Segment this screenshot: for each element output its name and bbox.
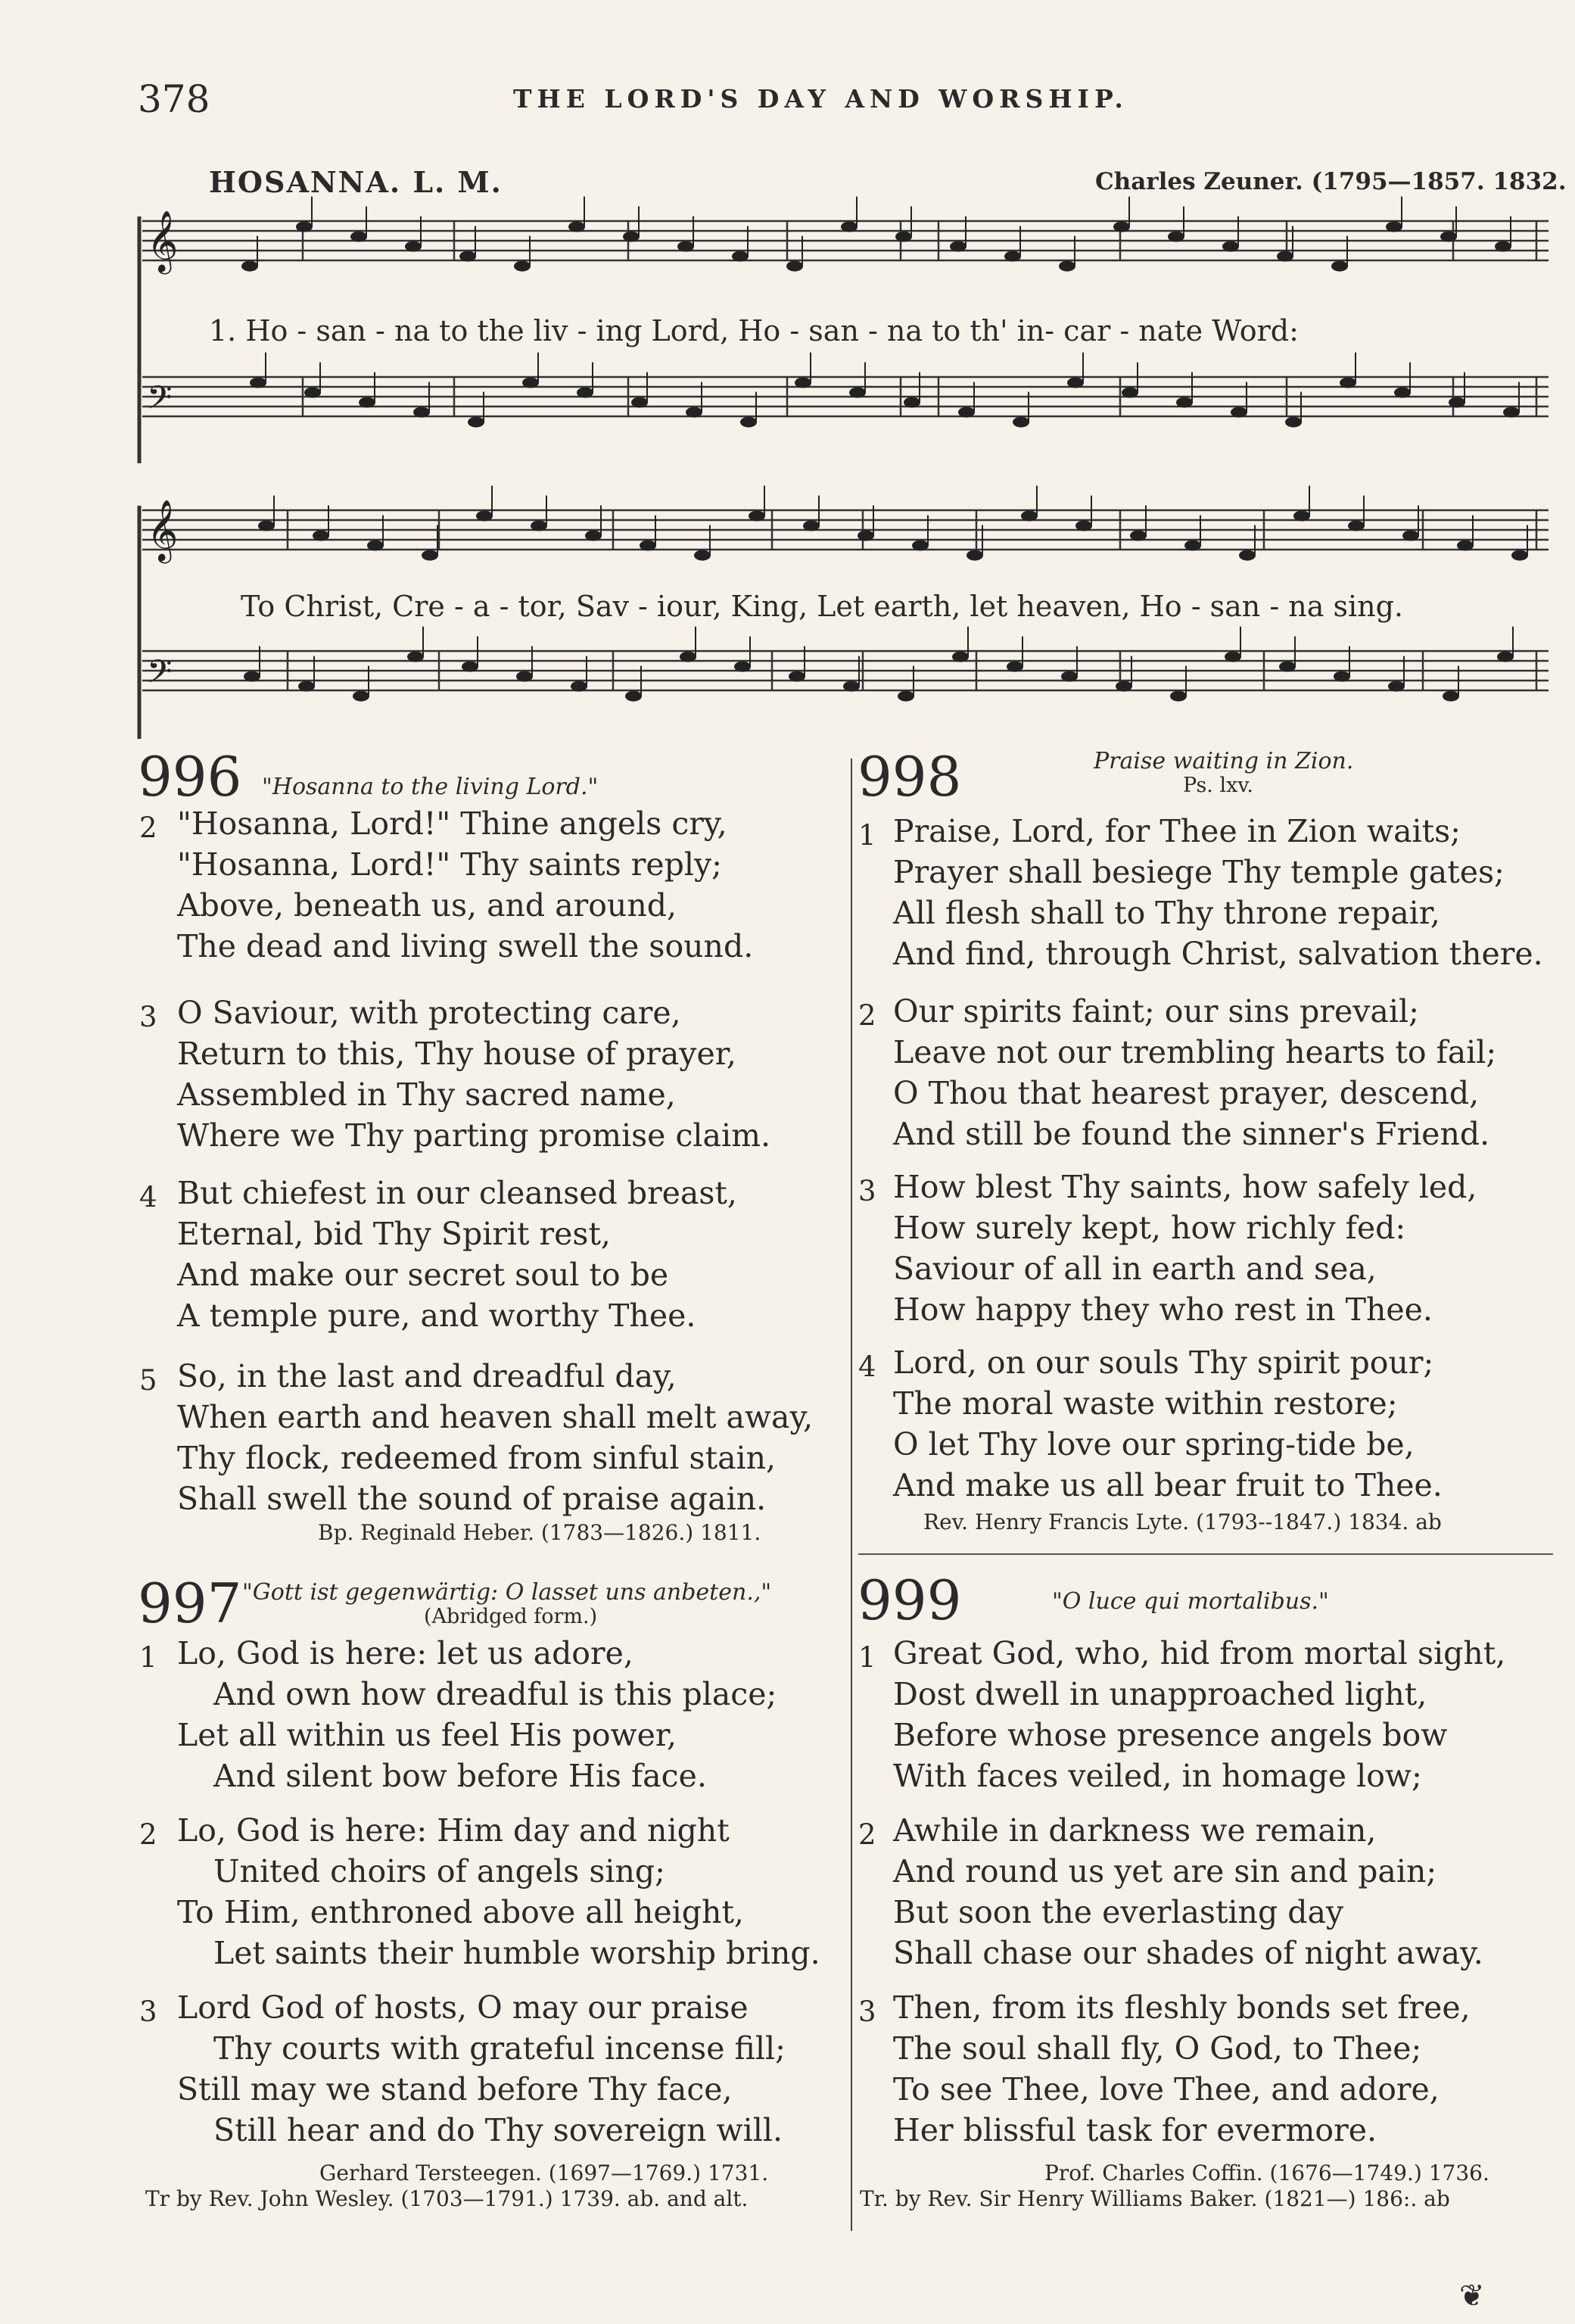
verse-line: To Him, enthroned above all height, bbox=[177, 1894, 744, 1930]
verse-line: Prayer shall besiege Thy temple gates; bbox=[893, 854, 1505, 890]
hymn-subtitle: (Abridged form.) bbox=[424, 1605, 598, 1628]
verse-number: 2 bbox=[858, 1818, 876, 1851]
hymn-attribution: Rev. Henry Francis Lyte. (1793--1847.) 1834. ab bbox=[923, 1509, 1442, 1534]
verse-number: 2 bbox=[139, 1818, 157, 1851]
verse-line: And find, through Christ, salvation there. bbox=[893, 936, 1543, 972]
verse-line: Shall chase our shades of night away. bbox=[893, 1935, 1483, 1971]
verse-line: O Thou that hearest prayer, descend, bbox=[893, 1075, 1480, 1111]
verse-number: 4 bbox=[858, 1350, 876, 1383]
verse-line: Return to this, Thy house of prayer, bbox=[177, 1036, 736, 1072]
verse-line: O Saviour, with protecting care, bbox=[177, 995, 681, 1031]
verse-line: With faces veiled, in homage low; bbox=[893, 1758, 1422, 1794]
hymn-title: "O luce qui mortalibus." bbox=[1052, 1588, 1329, 1615]
verse-line: How surely kept, how richly fed: bbox=[893, 1210, 1406, 1246]
tune-composer: Charles Zeuner. (1795—1857. 1832. bbox=[1095, 168, 1567, 195]
verse-number: 2 bbox=[139, 812, 157, 844]
verse-line: And make us all bear fruit to Thee. bbox=[893, 1467, 1443, 1503]
hymn-attribution: Bp. Reginald Heber. (1783—1826.) 1811. bbox=[318, 1520, 761, 1545]
verse-line: Lo, God is here: let us adore, bbox=[177, 1635, 633, 1671]
section-divider bbox=[858, 1553, 1553, 1555]
verse-line: How happy they who rest in Thee. bbox=[893, 1291, 1433, 1328]
verse-line: O let Thy love our spring-tide be, bbox=[893, 1426, 1415, 1463]
verse-line: Still may we stand before Thy face, bbox=[177, 2071, 733, 2107]
verse-line: Lord God of hosts, O may our praise bbox=[177, 1989, 749, 2026]
verse-number: 3 bbox=[139, 1995, 157, 2028]
verse-number: 5 bbox=[139, 1364, 157, 1397]
verse-line: To see Thee, love Thee, and adore, bbox=[893, 2071, 1440, 2107]
svg-text:𝄞: 𝄞 bbox=[147, 210, 179, 272]
hymn-attribution: Gerhard Tersteegen. (1697—1769.) 1731. bbox=[319, 2160, 769, 2185]
verse-line: Above, beneath us, and around, bbox=[177, 887, 677, 924]
lyrics-line-1: 1. Ho - san - na to the liv - ing Lord, Ho - san - na to th' in- car - nate Word: bbox=[209, 314, 1299, 347]
verse-number: 1 bbox=[858, 819, 876, 852]
lyrics-line-2: To Christ, Cre - a - tor, Sav - iour, King, Let earth, let heaven, Ho - san - na sing. bbox=[241, 590, 1403, 623]
music-notation bbox=[0, 0, 1575, 757]
page-number: 378 bbox=[138, 77, 210, 121]
verse-line: Before whose presence angels bow bbox=[893, 1717, 1448, 1753]
verse-number: 3 bbox=[858, 1995, 876, 2028]
hymn-attribution: Tr. by Rev. Sir Henry Williams Baker. (1821—) 186:. ab bbox=[860, 2186, 1450, 2211]
verse-line: Thy flock, redeemed from sinful stain, bbox=[177, 1440, 777, 1476]
verse-line: Lord, on our souls Thy spirit pour; bbox=[893, 1344, 1434, 1381]
verse-line: Awhile in darkness we remain, bbox=[893, 1812, 1377, 1849]
ornament-icon: ❦ bbox=[1459, 2279, 1485, 2313]
verse-line: Shall swell the sound of praise again. bbox=[177, 1481, 767, 1517]
verse-number: 2 bbox=[858, 999, 876, 1032]
verse-line: "Hosanna, Lord!" Thine angels cry, bbox=[177, 805, 727, 842]
running-head: THE LORD'S DAY AND WORSHIP. bbox=[513, 84, 1128, 114]
verse-line: Saviour of all in earth and sea, bbox=[893, 1251, 1377, 1287]
hymn-number-997: 997 bbox=[138, 1572, 242, 1635]
tune-name: HOSANNA. L. M. bbox=[209, 165, 503, 199]
verse-line: And make our secret soul to be bbox=[177, 1257, 669, 1293]
verse-line: And silent bow before His face. bbox=[213, 1758, 707, 1794]
verse-line: Where we Thy parting promise claim. bbox=[177, 1117, 771, 1154]
hymn-attribution: Tr by Rev. John Wesley. (1703—1791.) 1739. ab. and alt. bbox=[145, 2186, 749, 2211]
verse-line: So, in the last and dreadful day, bbox=[177, 1358, 677, 1394]
hymn-number-998: 998 bbox=[858, 745, 962, 808]
verse-line: Dost dwell in unapproached light, bbox=[893, 1676, 1427, 1712]
verse-line: The dead and living swell the sound. bbox=[177, 928, 754, 964]
verse-line: And still be found the sinner's Friend. bbox=[893, 1116, 1490, 1152]
verse-number: 1 bbox=[858, 1641, 876, 1674]
verse-line: Let all within us feel His power, bbox=[177, 1717, 677, 1753]
verse-line: Praise, Lord, for Thee in Zion waits; bbox=[893, 813, 1461, 849]
hymn-attribution: Prof. Charles Coffin. (1676—1749.) 1736. bbox=[1044, 2160, 1489, 2185]
verse-line: Lo, God is here: Him day and night bbox=[177, 1812, 730, 1849]
verse-line: Her blissful task for evermore. bbox=[893, 2112, 1377, 2148]
verse-line: "Hosanna, Lord!" Thy saints reply; bbox=[177, 846, 722, 883]
verse-number: 3 bbox=[858, 1175, 876, 1207]
hymn-title: Praise waiting in Zion. bbox=[1094, 748, 1354, 774]
svg-text:𝄞: 𝄞 bbox=[147, 499, 179, 561]
verse-line: Great God, who, hid from mortal sight, bbox=[893, 1635, 1506, 1671]
verse-line: The soul shall fly, O God, to Thee; bbox=[893, 2030, 1422, 2067]
verse-line: Thy courts with grateful incense fill; bbox=[213, 2030, 786, 2067]
verse-line: When earth and heaven shall melt away, bbox=[177, 1399, 814, 1435]
svg-text:𝄢: 𝄢 bbox=[147, 379, 173, 425]
hymn-subtitle: Ps. lxv. bbox=[1183, 774, 1253, 797]
verse-number: 1 bbox=[139, 1641, 157, 1674]
hymn-number-999: 999 bbox=[858, 1569, 962, 1632]
verse-line: Assembled in Thy sacred name, bbox=[177, 1076, 676, 1113]
verse-line: Let saints their humble worship bring. bbox=[213, 1935, 820, 1971]
verse-line: Leave not our trembling hearts to fail; bbox=[893, 1034, 1497, 1070]
verse-line: Our spirits faint; our sins prevail; bbox=[893, 993, 1419, 1030]
verse-line: But chiefest in our cleansed breast, bbox=[177, 1175, 737, 1211]
verse-line: And round us yet are sin and pain; bbox=[893, 1853, 1437, 1889]
verse-line: A temple pure, and worthy Thee. bbox=[177, 1298, 696, 1334]
verse-line: And own how dreadful is this place; bbox=[213, 1676, 777, 1712]
verse-line: Still hear and do Thy sovereign will. bbox=[213, 2112, 783, 2148]
verse-line: How blest Thy saints, how safely led, bbox=[893, 1169, 1477, 1205]
verse-number: 3 bbox=[139, 1001, 157, 1033]
hymn-title: "Hosanna to the living Lord." bbox=[262, 774, 599, 800]
verse-line: The moral waste within restore; bbox=[893, 1385, 1398, 1422]
column-divider bbox=[851, 759, 852, 2231]
verse-line: Then, from its fleshly bonds set free, bbox=[893, 1989, 1471, 2026]
verse-line: United choirs of angels sing; bbox=[213, 1853, 665, 1889]
hymn-number-996: 996 bbox=[138, 745, 242, 808]
verse-line: Eternal, bid Thy Spirit rest, bbox=[177, 1216, 611, 1252]
hymn-title: "Gott ist gegenwärtig: O lasset uns anbeten.," bbox=[242, 1579, 772, 1606]
svg-text:𝄢: 𝄢 bbox=[147, 653, 173, 699]
verse-number: 4 bbox=[139, 1181, 157, 1213]
verse-line: All flesh shall to Thy throne repair, bbox=[893, 895, 1440, 931]
verse-line: But soon the everlasting day bbox=[893, 1894, 1344, 1930]
